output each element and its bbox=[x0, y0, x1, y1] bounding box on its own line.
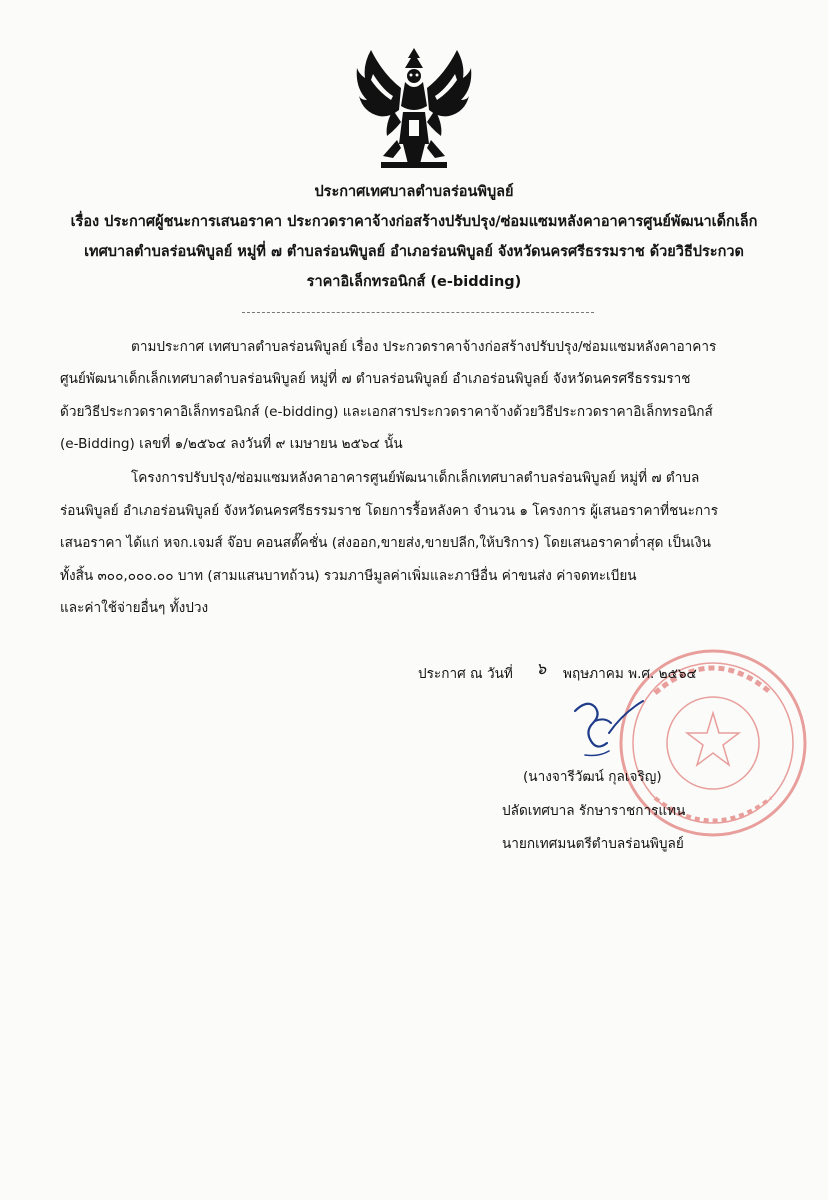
para1-line-1: ตามประกาศ เทศบาลตำบลร่อนพิบูลย์ เรื่อง ประกวดราคาจ้างก่อสร้างปรับปรุง/ซ่อมแซมหลังคาอาคาร bbox=[131, 339, 717, 355]
signatory-position-1: ปลัดเทศบาล รักษาราชการแทน bbox=[502, 803, 686, 819]
signatory-position-2: นายกเทศมนตรีตำบลร่อนพิบูลย์ bbox=[502, 836, 684, 852]
para2-line-3: เสนอราคา ได้แก่ หจก.เจมส์ จ๊อบ คอนสตั๊คชั่น (ส่งออก,ขายส่ง,ขายปลีก,ให้บริการ) โดยเสนอราคาต่ำสุด เป็นเงิน bbox=[60, 535, 711, 551]
title-divider bbox=[242, 312, 594, 313]
signatory-name: (นางจารีวัฒน์ กุลเจริญ) bbox=[523, 769, 662, 785]
para1-line-4: (e-Bidding) เลขที่ ๑/๒๕๖๔ ลงวันที่ ๙ เมษายน ๒๕๖๔ นั้น bbox=[60, 436, 403, 452]
announcement-date-label: ประกาศ ณ วันที่ bbox=[418, 666, 513, 682]
subject-line-1: เรื่อง ประกาศผู้ชนะการเสนอราคา ประกวดราคาจ้างก่อสร้างปรับปรุง/ซ่อมแซมหลังคาอาคารศูนย์พัฒนาเด็กเล็ก bbox=[70, 214, 758, 230]
announcement-day: ๖ bbox=[536, 659, 547, 678]
subject-line-3: ราคาอิเล็กทรอนิกส์ (e-bidding) bbox=[306, 274, 522, 290]
para1-line-3: ด้วยวิธีประกวดราคาอิเล็กทรอนิกส์ (e-bidding) และเอกสารประกวดราคาจ้างด้วยวิธีประกวดราคาอิเล็กทรอนิกส์ bbox=[60, 404, 713, 420]
handwritten-signature-icon bbox=[565, 693, 655, 761]
garuda-emblem-icon bbox=[353, 44, 475, 174]
para2-line-2: ร่อนพิบูลย์ อำเภอร่อนพิบูลย์ จังหวัดนครศรีธรรมราช โดยการรื้อหลังคา จำนวน ๑ โครงการ ผู้เสนอราคาที่ชนะการ bbox=[60, 503, 719, 519]
issuer-title: ประกาศเทศบาลตำบลร่อนพิบูลย์ bbox=[314, 184, 514, 200]
announcement-month-year: พฤษภาคม พ.ศ. ๒๕๖๔ bbox=[563, 666, 697, 682]
para2-line-1: โครงการปรับปรุง/ซ่อมแซมหลังคาอาคารศูนย์พัฒนาเด็กเล็กเทศบาลตำบลร่อนพิบูลย์ หมู่ที่ ๗ ตำบล bbox=[131, 470, 700, 486]
para1-line-2: ศูนย์พัฒนาเด็กเล็กเทศบาลตำบลร่อนพิบูลย์ หมู่ที่ ๗ ตำบลร่อนพิบูลย์ อำเภอร่อนพิบูลย์ จังหวัดนครศรีธรรมราช bbox=[60, 371, 691, 387]
para2-line-5: และค่าใช้จ่ายอื่นๆ ทั้งปวง bbox=[60, 600, 209, 616]
subject-line-2: เทศบาลตำบลร่อนพิบูลย์ หมู่ที่ ๗ ตำบลร่อนพิบูลย์ อำเภอร่อนพิบูลย์ จังหวัดนครศรีธรรมราช ด้วยวิธีประกวด bbox=[84, 244, 744, 260]
para2-line-4: ทั้งสิ้น ๓๐๐,๐๐๐.๐๐ บาท (สามแสนบาทถ้วน) รวมภาษีมูลค่าเพิ่มและภาษีอื่น ค่าขนส่ง ค่าจดทะเบียน bbox=[60, 568, 637, 584]
